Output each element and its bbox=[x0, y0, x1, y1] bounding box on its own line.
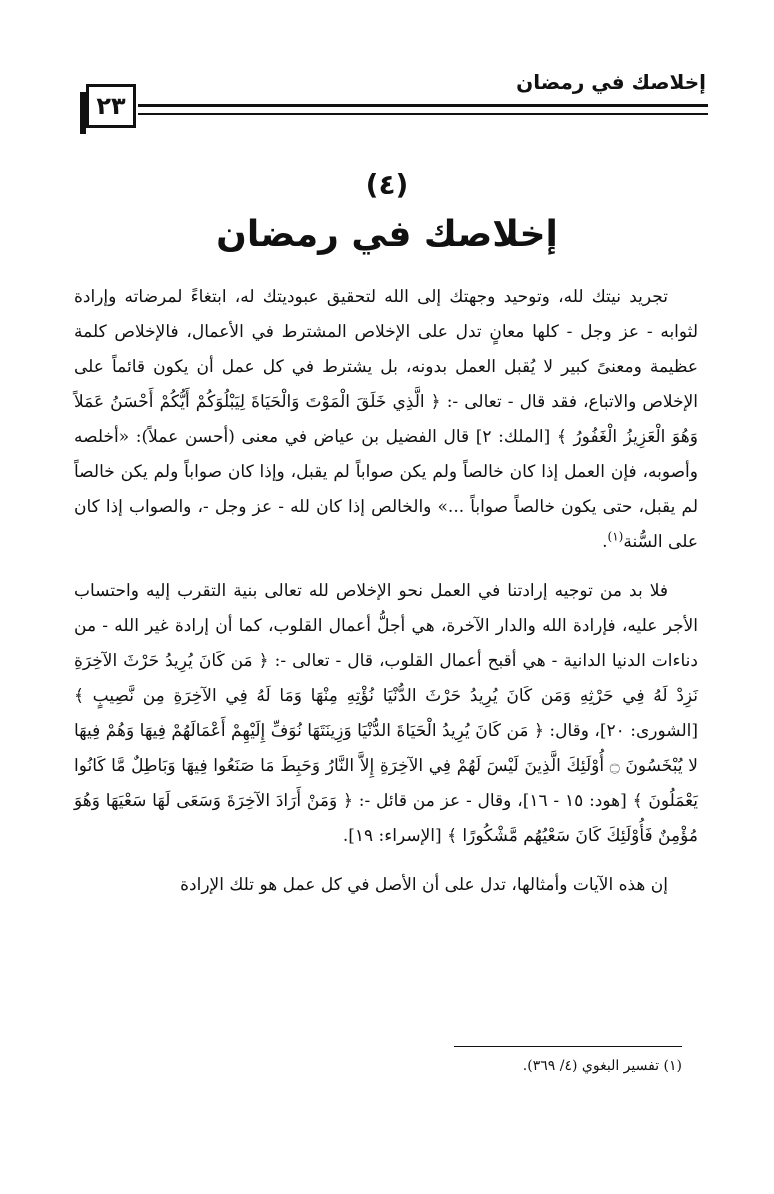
header-rule bbox=[138, 104, 708, 107]
page-number: ٢٣ bbox=[86, 84, 136, 128]
paragraph-2: فلا بد من توجيه إرادتنا في العمل نحو الإخلاص لله تعالى بنية التقرب إليه واحتساب الأجر عليه، فإرادة الله والدار الآخرة، هي أجلُّ أعمال القلوب، كما أن إرادة غير الله - من دناءات الدنيا الدانية - هي أقبح أعمال القلوب، قال - تعالى -: ﴿ مَن كَانَ يُرِيدُ حَرْثَ الآخِرَةِ نَزِدْ لَهُ فِي حَرْثِهِ وَمَن كَانَ يُرِيدُ حَرْثَ الدُّنْيَا نُؤْتِهِ مِنْهَا وَمَا لَهُ فِي الآخِرَةِ مِن نَّصِيبٍ ﴾ [الشورى: ٢٠]، وقال: ﴿ مَن كَانَ يُرِيدُ الْحَيَاةَ الدُّنْيَا وَزِينَتَهَا نُوَفِّ إِلَيْهِمْ أَعْمَالَهُمْ فِيهَا وَهُمْ فِيهَا لا يُبْخَسُونَ ۝ أُوْلَئِكَ الَّذِينَ لَيْسَ لَهُمْ فِي الآخِرَةِ إِلاَّ النَّارُ وَحَبِطَ مَا صَنَعُوا فِيهَا وَبَاطِلٌ مَّا كَانُوا يَعْمَلُونَ ﴾ [هود: ١٥ - ١٦]، وقال - عز من قائل -: ﴿ وَمَنْ أَرَادَ الآخِرَةَ وَسَعَى لَهَا سَعْيَهَا وَهُوَ مُؤْمِنٌ فَأُوْلَئِكَ كَانَ سَعْيُهُم مَّشْكُورًا ﴾ [الإسراء: ١٩]. bbox=[74, 581, 699, 846]
footnote-divider bbox=[454, 1046, 682, 1047]
chapter-title: إخلاصك في رمضان bbox=[216, 214, 558, 255]
footnote-reference: (١) bbox=[607, 529, 624, 544]
running-title: إخلاصك في رمضان bbox=[516, 70, 706, 94]
paragraph-1: تجريد نيتك لله، وتوحيد وجهتك إلى الله لتحقيق عبوديتك له، ابتغاءً لمرضاته وإرادة لثوابه - عز وجل - كلها معانٍ تدل على الإخلاص المشترط في الأعمال، فالإخلاص كلمة عظيمة ومعنىً كبير لا يُقبل العمل بدونه، بل يشترط في كل عمل أن يكون قائماً على الإخلاص والاتباع، فقد قال - تعالى -: ﴿ الَّذِي خَلَقَ الْمَوْتَ وَالْحَيَاةَ لِيَبْلُوَكُمْ أَيُّكُمْ أَحْسَنُ عَمَلاً وَهُوَ الْعَزِيزُ الْغَفُورُ ﴾ [الملك: ٢] قال الفضيل بن عياض في معنى (أحسن عملاً): «أخلصه وأصوبه، فإن العمل إذا كان خالصاً ولم يكن صواباً لم يقبل، وإذا كان صواباً ولم يكن خالصاً لم يقبل، حتى يكون خالصاً صواباً ...» والخالص إذا كان لله - عز وجل -، والصواب إذا كان على السُّنة$^{(١)}$. bbox=[74, 287, 698, 552]
chapter-number: (٤) bbox=[365, 168, 409, 201]
footnote: (١) تفسير البغوي (٤/ ٣٦٩). bbox=[522, 1058, 682, 1074]
header-rule-thin bbox=[138, 113, 708, 115]
paragraph-3: إن هذه الآيات وأمثالها، تدل على أن الأصل في كل عمل هو تلك الإرادة bbox=[180, 875, 668, 895]
body-text bbox=[74, 280, 698, 903]
paragraph-1-text: تجريد نيتك لله، وتوحيد وجهتك إلى الله لتحقيق عبوديتك له، ابتغاءً لمرضاته وإرادة لثوابه - عز وجل - كلها معانٍ تدل على الإخلاص المشترط في الأعمال، فالإخلاص كلمة عظيمة ومعنىً كبير لا يُقبل العمل بدونه، بل يشترط في كل عمل أن يكون قائماً على الإخلاص والاتباع، فقد قال - تعالى -: ﴿ الَّذِي خَلَقَ الْمَوْتَ وَالْحَيَاةَ لِيَبْلُوَكُمْ أَيُّكُمْ أَحْسَنُ عَمَلاً وَهُوَ الْعَزِيزُ الْغَفُورُ ﴾ [الملك: ٢] قال الفضيل بن عياض في معنى (أحسن عملاً): «أخلصه وأصوبه، فإن العمل إذا كان خالصاً ولم يكن صواباً لم يقبل، وإذا كان صواباً ولم يكن خالصاً لم يقبل، حتى يكون خالصاً صواباً ...» والخالص إذا كان لله - عز وجل -، والصواب إذا كان على السُّنة bbox=[74, 287, 698, 552]
